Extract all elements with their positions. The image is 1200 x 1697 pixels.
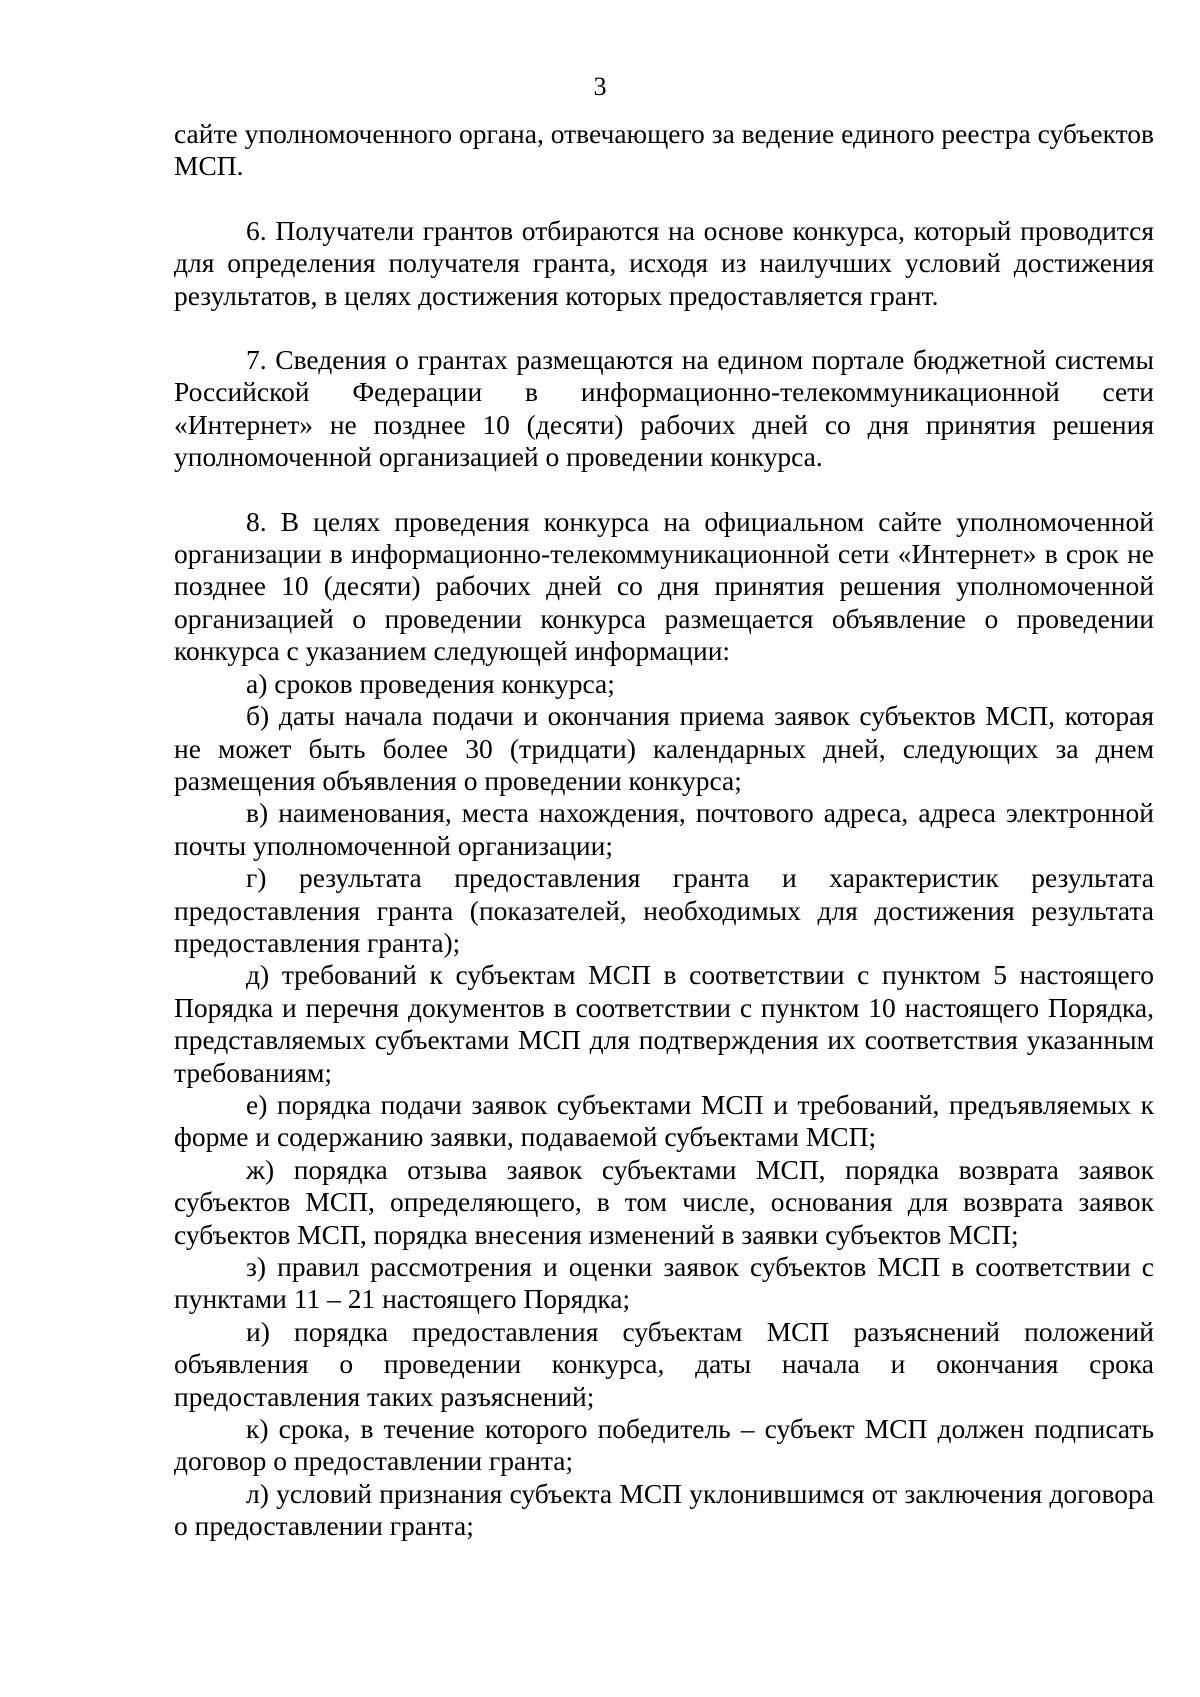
list-item-e: е) порядка подачи заявок субъектами МСП и требований, предъявляемых к форме и содержанию заявки, подаваемой субъектами МСП; [174,1088,1154,1153]
list-item-l: л) условий признания субъекта МСП уклонившимся от заключения договора о предоставлении гранта; [174,1477,1154,1542]
list-item-b: б) даты начала подачи и окончания приема заявок субъектов МСП, которая не может быть более 30 (тридцати) календарных дней, следующих за днем размещения объявления о проведении конкурса; [174,700,1154,796]
list-item-v: в) наименования, места нахождения, почтового адреса, адреса электронной почты уполномоченной организации; [174,797,1154,861]
list-item-a: а) сроков проведения конкурса; [246,667,615,699]
list-item-zh: ж) порядка отзыва заявок субъектами МСП, порядка возврата заявок субъектов МСП, определяющего, в том числе, основания для возврата заявок субъектов МСП, порядка внесения изменений в заявки субъектов МСП; [174,1153,1154,1250]
list-item-k: к) срока, в течение которого победитель – субъект МСП должен подписать договор о предоставлении гранта; [174,1413,1154,1477]
list-item-d: д) требований к субъектам МСП в соответствии с пунктом 5 настоящего Порядка и перечня документов в соответствии с пунктом 10 настоящего Порядка, представляемых субъектами МСП для подтверждения их соответствия указанным требованиям; [174,959,1154,1088]
paragraph-continuation: сайте уполномоченного органа, отвечающего за ведение единого реестра субъектов МСП. [174,118,1154,182]
paragraph-7: 7. Сведения о грантах размещаются на едином портале бюджетной системы Российской Федерации в информационно-телекоммуникационной сети «Интернет» не позднее 10 (десяти) рабочих дней со дня принятия решения уполномоченной организацией о проведении конкурса. [174,344,1154,473]
list-item-i: и) порядка предоставления субъектам МСП разъяснений положений объявления о проведении конкурса, даты начала и окончания срока предоставления таких разъяснений; [174,1315,1154,1412]
list-item-z: з) правил рассмотрения и оценки заявок субъектов МСП в соответствии с пунктами 11 – 21 настоящего Порядка; [174,1251,1154,1315]
page-number: 3 [593,72,607,101]
paragraph-6: 6. Получатели грантов отбираются на основе конкурса, который проводится для определения получателя гранта, исходя из наилучших условий достижения результатов, в целях достижения которых предоставляется грант. [174,214,1154,311]
document-body [174,118,1154,1543]
list-item-g: г) результата предоставления гранта и характеристик результата предоставления гранта (показателей, необходимых для достижения результата предоставления гранта); [174,862,1154,958]
paragraph-8: 8. В целях проведения конкурса на официальном сайте уполномоченной организации в информационно-телекоммуникационной сети «Интернет» в срок не позднее 10 (десяти) рабочих дней со дня принятия решения уполномоченной организацией о проведении конкурса размещается объявление о проведении конкурса с указанием следующей информации: [174,505,1154,667]
